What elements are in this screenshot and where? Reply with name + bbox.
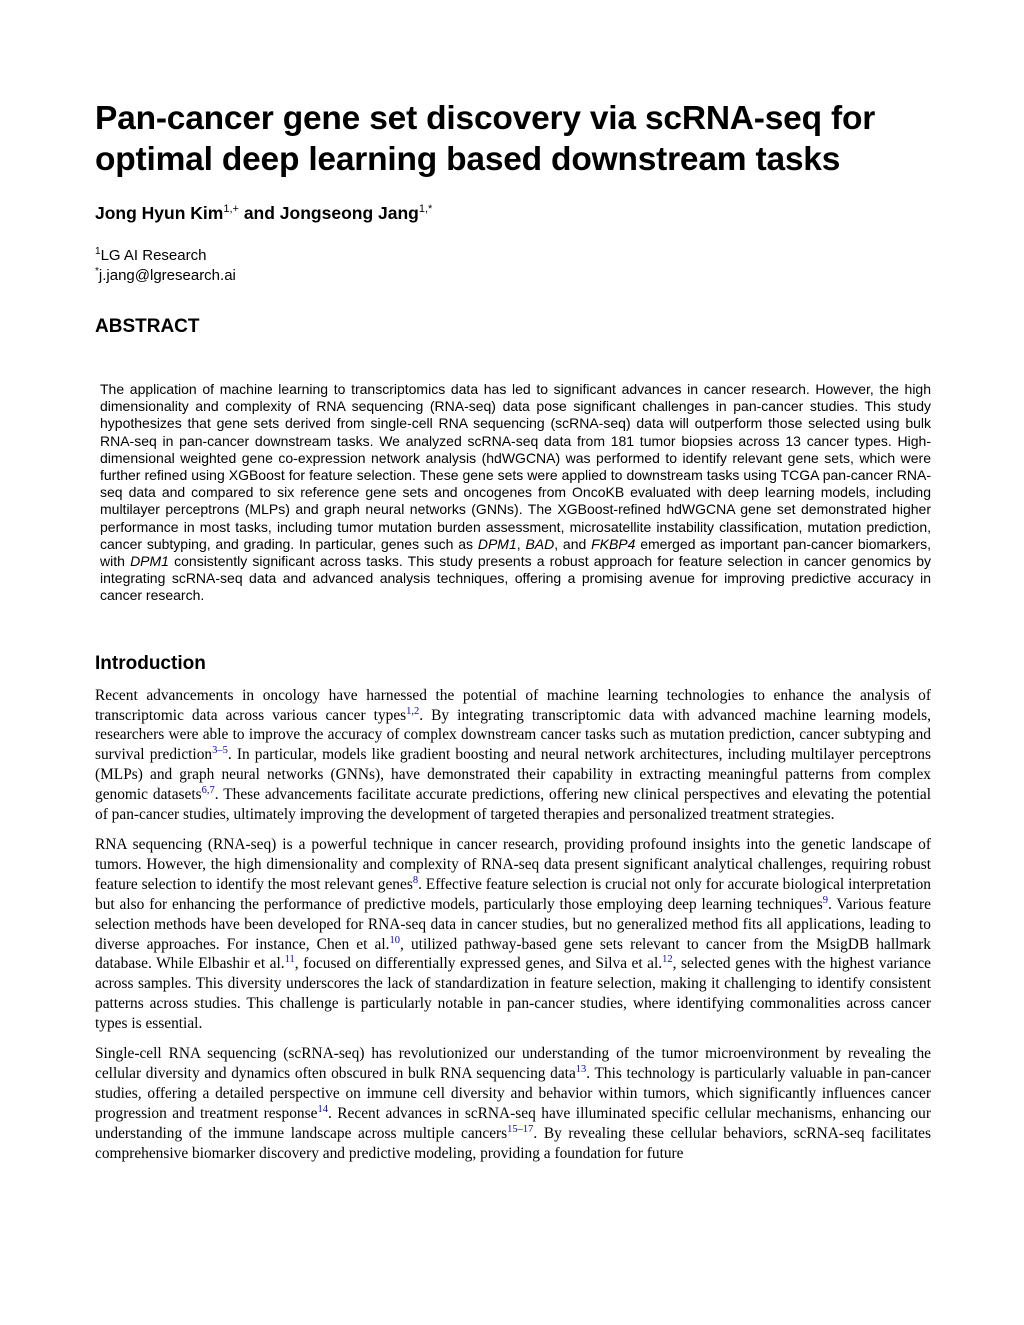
- citation-link[interactable]: 8: [412, 874, 419, 886]
- text-run: ,: [516, 535, 526, 552]
- text-run: The application of machine learning to transcriptomics data has led to significant advances in cancer research. However, the high dimensionality and complexity of RNA sequencing (RNA-seq) data pose significant challenges in pan-cancer studies. This study hypothesizes that gene sets derived from single-cell RNA sequencing (scRNA-seq) data will outperform those selected using bulk RNA-seq in pan-cancer downstream tasks. We analyzed scRNA-seq data from 181 tumor biopsies across 13 cancer types. High-dimensional weighted gene co-expression network analysis (hdWGCNA) was performed to identify relevant gene sets, which were further refined using XGBoost for feature selection. These gene sets were applied to downstream tasks using TCGA pan-cancer RNA-seq data and compared to six reference gene sets and oncogenes from OncoKB evaluated with deep learning models, including multilayer perceptrons (MLPs) and graph neural networks (GNNs). The XGBoost-refined hdWGCNA gene set demonstrated higher performance in most tasks, including tumor mutation burden assessment, microsatellite instability classification, mutation prediction, cancer subtyping, and grading. In particular, genes such as: [100, 381, 931, 552]
- affiliation-mark: *: [95, 266, 99, 277]
- abstract-heading: ABSTRACT: [95, 316, 200, 337]
- gene-name: FKBP4: [591, 535, 636, 552]
- text-run: consistently significant across tasks. This study presents a robust approach for feature selection in cancer genomics by integrating scRNA-seq data and advanced analysis techniques, offering a promising avenue for improving predictive accuracy in cancer research.: [100, 553, 931, 604]
- author-affiliation-mark: 1,*: [418, 203, 433, 215]
- citation-link[interactable]: 3–5: [212, 745, 228, 757]
- citation-link[interactable]: 10: [389, 934, 400, 946]
- citation-link[interactable]: 15–17: [507, 1123, 534, 1135]
- text-run: RNA sequencing (RNA-seq) is a powerful technique in cancer research, providing profound insights into the genetic landscape of tumors. However, the high dimensionality and complexity of RNA-seq data present significant analytical challenges, requiring robust feature selection to identify the most relevant genes: [95, 835, 931, 893]
- citation-link[interactable]: 12: [662, 954, 673, 966]
- author-list: [95, 202, 931, 224]
- affiliation-list: [95, 246, 931, 286]
- text-run: . This technology is particularly valuable in pan-cancer studies, offering a detailed perspective on immune cell diversity and behavior within tumors, which significantly influences cancer progression and treatment response: [95, 1064, 931, 1122]
- author-separator: and: [238, 203, 280, 223]
- author-name: Jongseong Jang: [279, 203, 419, 223]
- text-run: . Various feature selection methods have been developed for RNA-seq data in cancer studies, but no generalized method fits all applications, leading to diverse approaches. For instance, Chen et al.: [95, 895, 931, 953]
- text-run: . By revealing these cellular behaviors, scRNA-seq facilitates comprehensive biomarker discovery and predictive modeling, providing a foundation for future: [95, 1124, 931, 1162]
- gene-name: DPM1: [130, 553, 169, 570]
- text-run: . Recent advances in scRNA-seq have illuminated specific cellular mechanisms, enhancing our understanding of the immune landscape across multiple cancers: [95, 1104, 931, 1142]
- affiliation-text: j.jang@lgresearch.ai: [98, 267, 236, 284]
- affiliation-text: LG AI Research: [100, 247, 207, 264]
- affiliation: [95, 246, 931, 266]
- body-paragraph: [95, 686, 931, 825]
- text-run: . Effective feature selection is crucial not only for accurate biological interpretation but also for enhancing the performance of predictive models, particularly those employing deep learning techniques: [95, 875, 932, 913]
- gene-name: BAD: [525, 535, 555, 552]
- text-run: , and: [554, 535, 592, 552]
- abstract-body: [100, 381, 931, 605]
- text-run: Recent advancements in oncology have harnessed the potential of machine learning technologies to enhance the analysis of transcriptomic data across various cancer types: [95, 686, 931, 724]
- citation-link[interactable]: 14: [317, 1103, 328, 1115]
- body-paragraph: [95, 1044, 931, 1163]
- author-name: Jong Hyun Kim: [95, 203, 224, 223]
- citation-link[interactable]: 11: [284, 954, 295, 966]
- citation-link[interactable]: 1,2: [406, 705, 420, 717]
- text-run: emerged as important pan-cancer biomarkers, with: [100, 535, 931, 570]
- text-run: , utilized pathway-based gene sets relevant to cancer from the MsigDB hallmark database. While Elbashir et al.: [95, 935, 931, 973]
- citation-link[interactable]: 6,7: [201, 785, 215, 797]
- text-run: Single-cell RNA sequencing (scRNA-seq) has revolutionized our understanding of the tumor microenvironment by revealing the cellular diversity and dynamics often obscured in bulk RNA sequencing data: [95, 1045, 931, 1082]
- text-run: . By integrating transcriptomic data with advanced machine learning models, researchers were able to improve the accuracy of complex downstream cancer tasks such as mutation prediction, cancer subtyping and survival prediction: [95, 706, 932, 764]
- text-run: , focused on differentially expressed genes, and Silva et al.: [294, 955, 663, 973]
- citation-link[interactable]: 9: [822, 894, 828, 906]
- text-run: . These advancements facilitate accurate predictions, offering new clinical perspectives and elevating the potential of pan-cancer studies, ultimately improving the development of targeted therapies and personalized treatment strategies.: [95, 786, 931, 824]
- gene-name: DPM1: [477, 535, 517, 552]
- corresponding-email: [95, 266, 931, 286]
- paper-page: [95, 98, 931, 1163]
- introduction-heading: Introduction: [95, 652, 206, 674]
- citation-link[interactable]: 13: [575, 1063, 587, 1075]
- author-affiliation-mark: 1,+: [223, 203, 239, 215]
- affiliation-mark: 1: [95, 246, 101, 257]
- text-run: , selected genes with the highest variance across samples. This diversity underscores the lack of standardization in feature selection, making it challenging to identify consistent patterns across studies. This challenge is particularly notable in pan-cancer studies, where identifying commonalities across cancer types is essential.: [95, 955, 931, 1033]
- paper-title: Pan-cancer gene set discovery via scRNA-seq for optimal deep learning based downstream tasks: [95, 100, 876, 178]
- body-paragraph: [95, 835, 931, 1034]
- text-run: . In particular, models like gradient boosting and neural network architectures, including multilayer perceptrons (MLPs) and graph neural networks (GNNs), have demonstrated their capability in extracting meaningful patterns from complex genomic datasets: [95, 746, 931, 804]
